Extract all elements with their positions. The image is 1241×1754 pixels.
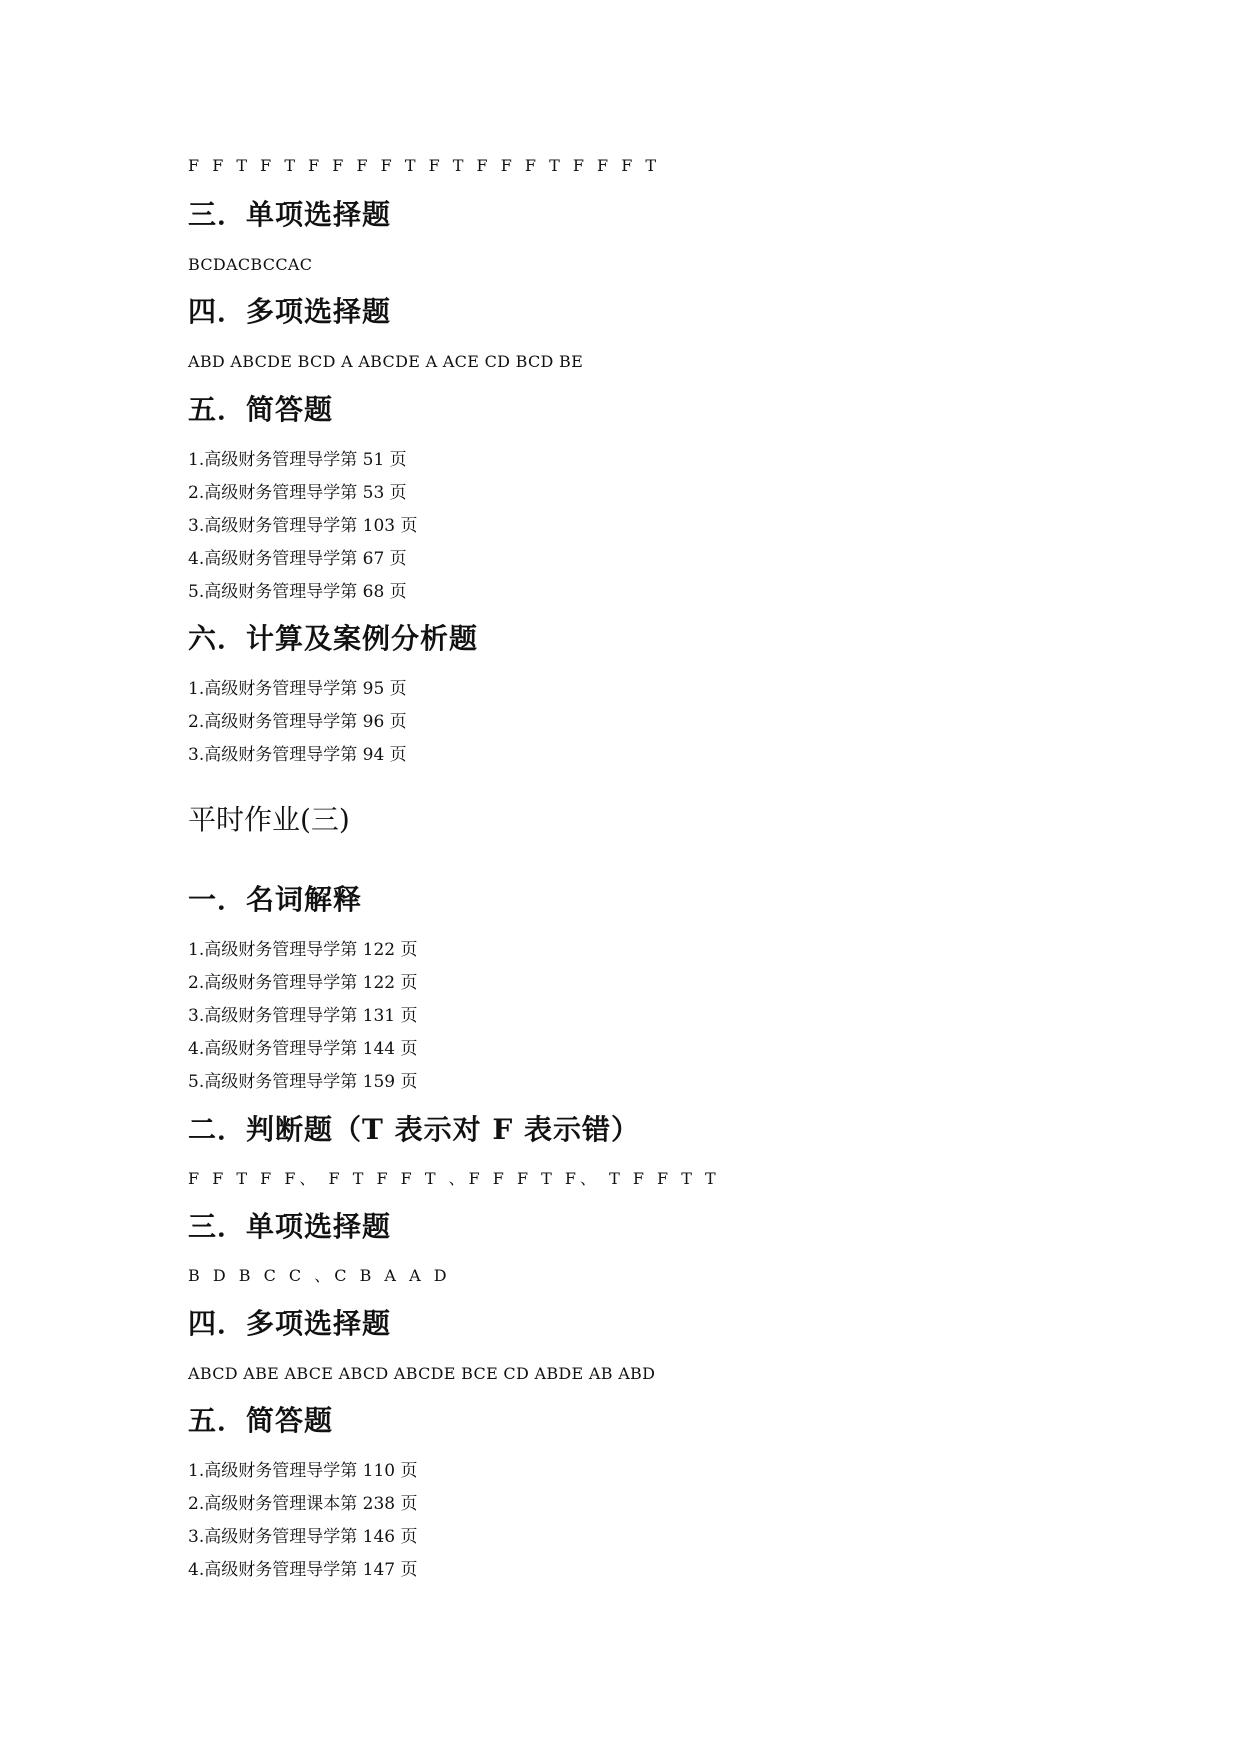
list-item: 1.高级财务管理导学第 110 页 [188, 1461, 418, 1481]
multiple-choice-answers: ABD ABCDE BCD A ABCDE A ACE CD BCD BE [188, 352, 584, 371]
list-item: 3.高级财务管理导学第 131 页 [188, 1006, 418, 1026]
list-item: 1.高级财务管理导学第 122 页 [188, 940, 418, 960]
section-heading-single-choice: 三．单项选择题 [188, 198, 392, 231]
section-heading-calculation: 六．计算及案例分析题 [188, 622, 479, 655]
list-item: 3.高级财务管理导学第 103 页 [188, 516, 418, 536]
section-heading-judgement: 二．判断题（T 表示对 F 表示错） [188, 1113, 640, 1146]
list-item: 2.高级财务管理课本第 238 页 [188, 1494, 418, 1514]
list-item: 4.高级财务管理导学第 144 页 [188, 1039, 418, 1059]
list-item: 3.高级财务管理导学第 94 页 [188, 745, 407, 765]
section-heading-short-answer-hw3: 五．简答题 [188, 1404, 334, 1437]
section-heading-single-choice-hw3: 三．单项选择题 [188, 1210, 392, 1243]
list-item: 3.高级财务管理导学第 146 页 [188, 1527, 418, 1547]
single-choice-answers: BCDACBCCAC [188, 255, 313, 274]
section-heading-short-answer: 五．简答题 [188, 393, 334, 426]
section-heading-terms: 一．名词解释 [188, 883, 363, 916]
list-item: 1.高级财务管理导学第 95 页 [188, 679, 407, 699]
list-item: 2.高级财务管理导学第 53 页 [188, 483, 407, 503]
homework-title: 平时作业(三) [188, 803, 350, 836]
judgement-answers: F F T F T F F F F T F T F F F T F F F T [188, 156, 661, 175]
list-item: 5.高级财务管理导学第 68 页 [188, 582, 407, 602]
list-item: 5.高级财务管理导学第 159 页 [188, 1072, 418, 1092]
section-heading-multiple-choice: 四．多项选择题 [188, 295, 392, 328]
list-item: 2.高级财务管理导学第 96 页 [188, 712, 407, 732]
list-item: 2.高级财务管理导学第 122 页 [188, 973, 418, 993]
multiple-choice-answers-hw3: ABCD ABE ABCE ABCD ABCDE BCE CD ABDE AB ABD [188, 1364, 656, 1383]
judgement-answers-hw3: F F T F F、 F T F F T 、F F F T F、 T F F T T [188, 1169, 720, 1188]
list-item: 1.高级财务管理导学第 51 页 [188, 450, 407, 470]
list-item: 4.高级财务管理导学第 67 页 [188, 549, 407, 569]
single-choice-answers-hw3: B D B C C 、C B A A D [188, 1266, 451, 1285]
list-item: 4.高级财务管理导学第 147 页 [188, 1560, 418, 1580]
section-heading-multiple-choice-hw3: 四．多项选择题 [188, 1307, 392, 1340]
